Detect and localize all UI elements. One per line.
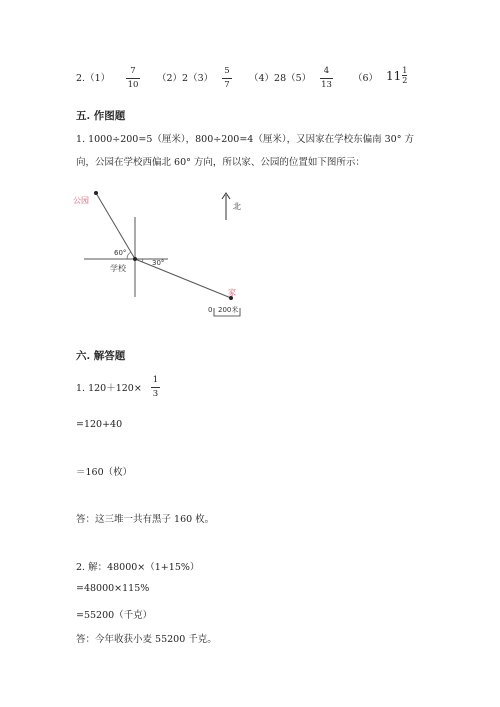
q2-line3: =55200（千克） bbox=[76, 610, 153, 621]
frac-den: 2 bbox=[402, 76, 408, 85]
frac-den: 7 bbox=[224, 80, 230, 90]
answer2-part4: （6） bbox=[353, 73, 379, 84]
scale-length-label: 200米 bbox=[218, 306, 239, 314]
frac-bar bbox=[151, 387, 160, 388]
park-label: 公园 bbox=[73, 196, 89, 205]
angle-30-label: 30° bbox=[152, 259, 165, 267]
home-label: 家 bbox=[228, 288, 236, 297]
section5-line2: 向，公园在学校西偏北 60° 方向，所以家、公园的位置如下图所示： bbox=[76, 157, 365, 168]
frac-num: 7 bbox=[130, 66, 136, 76]
fraction-7-10 bbox=[126, 66, 140, 91]
park-point bbox=[94, 191, 98, 195]
section5-title: 五. 作图题 bbox=[76, 110, 126, 122]
frac-bar bbox=[126, 78, 140, 79]
q2-line2: =48000×115% bbox=[76, 583, 150, 594]
frac-num: 5 bbox=[224, 66, 230, 76]
frac-den: 13 bbox=[321, 80, 332, 90]
q1-answer: 答：这三堆一共有黑子 160 枚。 bbox=[76, 514, 215, 525]
frac-den: 3 bbox=[152, 389, 159, 399]
frac-num: 4 bbox=[323, 66, 330, 76]
mixed-frac bbox=[402, 66, 407, 85]
frac-num: 1 bbox=[402, 66, 408, 75]
answer2-part2: （2）2（3） bbox=[157, 73, 214, 84]
north-label: 北 bbox=[233, 202, 241, 211]
q2-answer: 答：今年收获小麦 55200 千克。 bbox=[76, 634, 217, 645]
angle-60-label: 60° bbox=[114, 249, 127, 257]
fraction-1-3 bbox=[151, 375, 160, 400]
frac-num: 1 bbox=[152, 375, 159, 385]
school-label: 学校 bbox=[110, 264, 126, 273]
answer2-label: 2.（1） bbox=[76, 73, 111, 84]
fraction-4-13 bbox=[320, 66, 333, 91]
frac-bar bbox=[222, 78, 232, 79]
mixed-number-11-1-2 bbox=[386, 66, 407, 85]
frac-den: 10 bbox=[127, 80, 139, 90]
q2-line1: 2. 解：48000×（1+15%） bbox=[76, 562, 200, 573]
frac-bar bbox=[320, 78, 333, 79]
location-diagram bbox=[70, 185, 260, 320]
q1-expression: 1. 120＋120× bbox=[76, 383, 142, 394]
q1-step2: ＝160（枚） bbox=[76, 467, 133, 478]
mixed-whole: 11 bbox=[386, 68, 402, 83]
fraction-5-7 bbox=[222, 66, 232, 91]
section5-line1: 1. 1000÷200=5（厘米），800÷200=4（厘米），又因家在学校东偏南 30° 方 bbox=[76, 134, 414, 145]
answer2-part3: （4）28（5） bbox=[249, 73, 312, 84]
angle-arc-nw bbox=[127, 252, 131, 259]
home-line bbox=[135, 259, 231, 298]
q1-step1: =120+40 bbox=[76, 419, 123, 430]
school-point bbox=[133, 257, 137, 261]
scale-zero-label: 0 bbox=[208, 306, 213, 314]
section6-title: 六. 解答题 bbox=[76, 350, 126, 362]
